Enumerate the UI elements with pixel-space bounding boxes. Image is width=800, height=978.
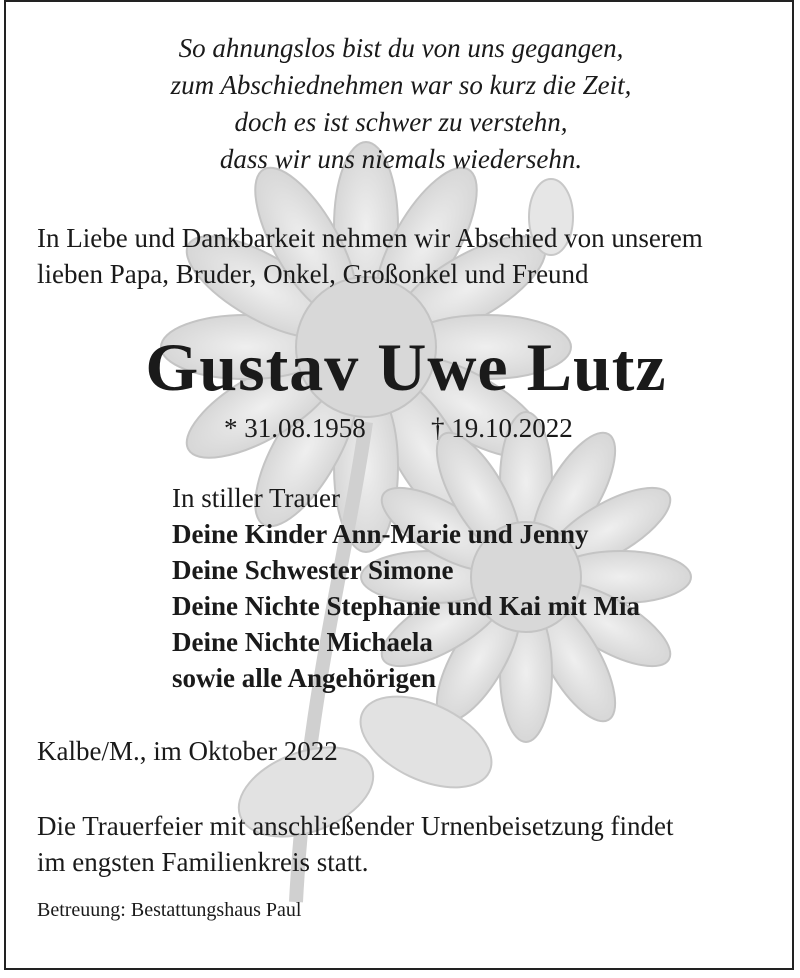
intro-line: lieben Papa, Bruder, Onkel, Großonkel und Freund	[37, 259, 589, 289]
intro-line: In Liebe und Dankbarkeit nehmen wir Abschied von unserem	[37, 223, 703, 253]
death-date: † 19.10.2022	[431, 413, 573, 443]
poem-line: So ahnungslos bist du von uns gegangen,	[178, 33, 624, 63]
mourner-line: Deine Schwester Simone	[172, 555, 454, 585]
place-date: Kalbe/M., im Oktober 2022	[37, 736, 338, 766]
mourner-line: Deine Nichte Stephanie und Kai mit Mia	[172, 591, 641, 621]
poem-line: doch es ist schwer zu verstehn,	[234, 107, 568, 137]
poem-line: dass wir uns niemals wiedersehn.	[219, 144, 583, 174]
birth-date: * 31.08.1958	[224, 413, 366, 443]
service-line: Die Trauerfeier mit anschließender Urnenbeisetzung findet	[37, 811, 674, 841]
mourner-line: sowie alle Angehörigen	[172, 663, 436, 693]
poem	[6, 30, 794, 178]
service-line: im engsten Familienkreis statt.	[37, 847, 369, 877]
mourners-block	[172, 480, 640, 696]
poem-line: zum Abschiednehmen war so kurz die Zeit,	[170, 70, 632, 100]
mourner-line: Deine Kinder Ann-Marie und Jenny	[172, 519, 589, 549]
funeral-home-credit: Betreuung: Bestattungshaus Paul	[37, 899, 302, 921]
service-note	[37, 808, 674, 880]
mourners-intro: In stiller Trauer	[172, 483, 340, 513]
intro-text	[37, 220, 703, 292]
mourner-line: Deine Nichte Michaela	[172, 627, 433, 657]
obituary-frame	[4, 0, 794, 970]
deceased-name: Gustav Uwe Lutz	[145, 329, 667, 405]
